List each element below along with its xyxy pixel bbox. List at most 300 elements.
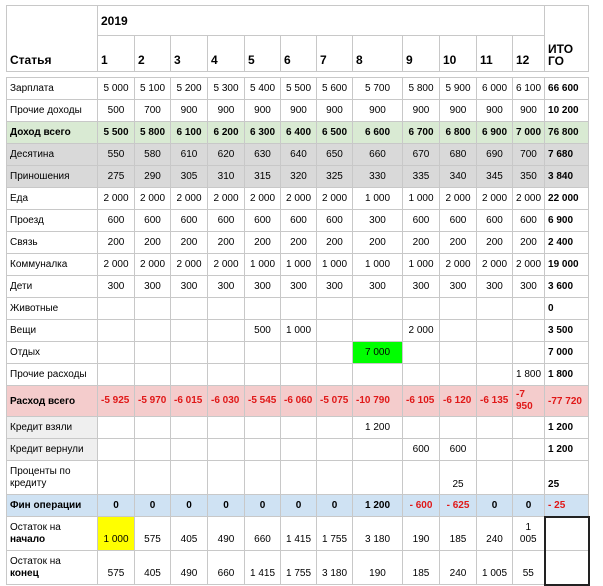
value-cell[interactable]: 490 [208,517,245,551]
value-cell[interactable] [477,298,513,320]
row-label-cell[interactable]: Отдых [7,342,98,364]
value-cell[interactable]: 1 000 [403,254,440,276]
value-cell[interactable]: 310 [208,166,245,188]
value-cell[interactable]: 0 [135,495,171,517]
value-cell[interactable]: 600 [171,210,208,232]
value-cell[interactable]: 1 000 [281,254,317,276]
value-cell[interactable]: 2 000 [281,188,317,210]
value-cell[interactable]: 630 [245,144,281,166]
row-total-cell[interactable]: -77 720 [545,386,589,417]
value-cell[interactable] [477,320,513,342]
row-total-cell[interactable]: 3 600 [545,276,589,298]
value-cell[interactable] [353,298,403,320]
row-total-cell[interactable]: - 25 [545,495,589,517]
row-total-cell[interactable]: 19 000 [545,254,589,276]
value-cell[interactable]: 300 [513,276,545,298]
value-cell[interactable]: 335 [403,166,440,188]
value-cell[interactable]: 7 000 [513,122,545,144]
header-month-cell[interactable]: 3 [171,36,208,72]
header-month-cell[interactable]: 7 [317,36,353,72]
value-cell[interactable]: 900 [245,100,281,122]
value-cell[interactable]: 0 [281,495,317,517]
value-cell[interactable]: 550 [98,144,135,166]
row-total-cell[interactable]: 1 200 [545,417,589,439]
row-total-cell[interactable]: 3 500 [545,320,589,342]
value-cell[interactable]: 600 [403,439,440,461]
value-cell[interactable]: 2 000 [440,188,477,210]
value-cell[interactable]: 300 [245,276,281,298]
value-cell[interactable]: -7 950 [513,386,545,417]
value-cell[interactable]: 300 [353,210,403,232]
value-cell[interactable]: 600 [317,210,353,232]
value-cell[interactable]: 300 [281,276,317,298]
value-cell[interactable]: 3 180 [353,517,403,551]
value-cell[interactable]: 6 800 [440,122,477,144]
value-cell[interactable]: -10 790 [353,386,403,417]
value-cell[interactable]: 660 [353,144,403,166]
value-cell[interactable]: 600 [98,210,135,232]
gap-cell[interactable] [589,6,596,36]
value-cell[interactable]: 190 [403,517,440,551]
value-cell[interactable]: 290 [135,166,171,188]
value-cell[interactable]: 2 000 [513,254,545,276]
value-cell[interactable] [171,461,208,495]
value-cell[interactable]: 200 [353,232,403,254]
value-cell[interactable]: 600 [208,210,245,232]
value-cell[interactable]: 200 [403,232,440,254]
value-cell[interactable] [281,461,317,495]
value-cell[interactable] [477,439,513,461]
header-month-cell[interactable]: 6 [281,36,317,72]
gap-cell[interactable] [589,36,596,72]
value-cell[interactable] [440,417,477,439]
value-cell[interactable]: -5 925 [98,386,135,417]
row-label-cell[interactable]: Животные [7,298,98,320]
value-cell[interactable]: 500 [245,320,281,342]
value-cell[interactable]: -5 545 [245,386,281,417]
value-cell[interactable]: 1 200 [353,417,403,439]
value-cell[interactable] [317,342,353,364]
row-label-cell[interactable]: Фин операции [7,495,98,517]
value-cell[interactable] [477,342,513,364]
value-cell[interactable]: 300 [353,276,403,298]
row-total-cell[interactable]: 2 400 [545,232,589,254]
header-month-cell[interactable]: 10 [440,36,477,72]
value-cell[interactable]: 200 [477,232,513,254]
value-cell[interactable]: 300 [403,276,440,298]
row-total-cell[interactable] [545,517,589,551]
value-cell[interactable]: 1 000 [98,517,135,551]
value-cell[interactable]: 6 600 [353,122,403,144]
value-cell[interactable]: 0 [317,495,353,517]
value-cell[interactable]: 900 [171,100,208,122]
value-cell[interactable] [440,298,477,320]
value-cell[interactable]: 6 000 [477,78,513,100]
value-cell[interactable]: 900 [208,100,245,122]
value-cell[interactable]: -6 060 [281,386,317,417]
value-cell[interactable]: 240 [440,551,477,585]
value-cell[interactable] [317,298,353,320]
value-cell[interactable]: 405 [135,551,171,585]
value-cell[interactable]: 6 400 [281,122,317,144]
header-month-cell[interactable]: 1 [98,36,135,72]
value-cell[interactable] [513,461,545,495]
value-cell[interactable]: 2 000 [98,188,135,210]
row-total-cell[interactable]: 22 000 [545,188,589,210]
value-cell[interactable]: 1 200 [353,495,403,517]
row-label-cell[interactable]: Расход всего [7,386,98,417]
row-total-cell[interactable]: 7 680 [545,144,589,166]
value-cell[interactable] [135,439,171,461]
value-cell[interactable]: 200 [98,232,135,254]
value-cell[interactable]: 2 000 [403,320,440,342]
value-cell[interactable]: 900 [317,100,353,122]
value-cell[interactable] [208,364,245,386]
value-cell[interactable]: 2 000 [208,188,245,210]
value-cell[interactable] [98,364,135,386]
value-cell[interactable] [317,461,353,495]
value-cell[interactable]: 185 [440,517,477,551]
value-cell[interactable]: 2 000 [171,188,208,210]
value-cell[interactable] [477,417,513,439]
value-cell[interactable]: 670 [403,144,440,166]
value-cell[interactable] [208,417,245,439]
value-cell[interactable] [281,439,317,461]
value-cell[interactable]: 1 800 [513,364,545,386]
header-month-cell[interactable]: 2 [135,36,171,72]
header-month-cell[interactable]: 5 [245,36,281,72]
value-cell[interactable]: 5 800 [135,122,171,144]
header-month-cell[interactable]: 11 [477,36,513,72]
row-total-cell[interactable]: 25 [545,461,589,495]
value-cell[interactable]: 1 415 [281,517,317,551]
row-label-cell[interactable]: Дети [7,276,98,298]
value-cell[interactable] [317,417,353,439]
value-cell[interactable]: -6 030 [208,386,245,417]
value-cell[interactable]: 1 005 [477,551,513,585]
value-cell[interactable]: 345 [477,166,513,188]
value-cell[interactable]: 185 [403,551,440,585]
value-cell[interactable]: 2 000 [317,188,353,210]
value-cell[interactable]: 1 000 [403,188,440,210]
row-label-cell[interactable]: Проезд [7,210,98,232]
value-cell[interactable]: 5 200 [171,78,208,100]
value-cell[interactable]: 200 [208,232,245,254]
value-cell[interactable] [171,417,208,439]
header-total-cell[interactable]: ИТО ГО [545,6,589,72]
value-cell[interactable]: 1 000 [245,254,281,276]
value-cell[interactable] [98,417,135,439]
value-cell[interactable]: 5 000 [98,78,135,100]
value-cell[interactable] [403,342,440,364]
value-cell[interactable]: 5 600 [317,78,353,100]
value-cell[interactable]: 0 [513,495,545,517]
value-cell[interactable]: 315 [245,166,281,188]
value-cell[interactable] [98,342,135,364]
value-cell[interactable]: 900 [281,100,317,122]
value-cell[interactable] [403,298,440,320]
value-cell[interactable] [317,320,353,342]
value-cell[interactable]: 660 [245,517,281,551]
value-cell[interactable]: 5 300 [208,78,245,100]
value-cell[interactable]: 300 [135,276,171,298]
value-cell[interactable]: 660 [208,551,245,585]
value-cell[interactable]: 575 [135,517,171,551]
value-cell[interactable]: 700 [513,144,545,166]
value-cell[interactable]: 340 [440,166,477,188]
value-cell[interactable] [403,417,440,439]
value-cell[interactable] [513,342,545,364]
value-cell[interactable] [98,298,135,320]
value-cell[interactable] [281,342,317,364]
value-cell[interactable]: 5 700 [353,78,403,100]
row-label-cell[interactable]: Проценты по кредиту [7,461,98,495]
value-cell[interactable]: 690 [477,144,513,166]
value-cell[interactable]: 0 [208,495,245,517]
value-cell[interactable]: 5 900 [440,78,477,100]
value-cell[interactable]: 200 [513,232,545,254]
value-cell[interactable]: -6 015 [171,386,208,417]
row-label-cell[interactable]: Доход всего [7,122,98,144]
value-cell[interactable]: 7 000 [353,342,403,364]
value-cell[interactable] [513,417,545,439]
value-cell[interactable]: -6 120 [440,386,477,417]
value-cell[interactable]: 600 [403,210,440,232]
value-cell[interactable]: 600 [477,210,513,232]
value-cell[interactable] [245,461,281,495]
value-cell[interactable]: 1 000 [353,188,403,210]
value-cell[interactable] [440,320,477,342]
value-cell[interactable] [135,320,171,342]
header-article-cell[interactable]: Статья [7,6,98,72]
value-cell[interactable]: 700 [135,100,171,122]
value-cell[interactable] [135,461,171,495]
row-total-cell[interactable]: 10 200 [545,100,589,122]
value-cell[interactable] [513,439,545,461]
value-cell[interactable]: 200 [245,232,281,254]
value-cell[interactable]: 2 000 [208,254,245,276]
row-label-cell[interactable] [7,551,98,585]
value-cell[interactable] [98,320,135,342]
row-total-cell[interactable]: 66 600 [545,78,589,100]
value-cell[interactable] [135,342,171,364]
value-cell[interactable]: 6 100 [513,78,545,100]
value-cell[interactable]: 320 [281,166,317,188]
row-label-cell[interactable]: Кредит взяли [7,417,98,439]
value-cell[interactable] [353,364,403,386]
value-cell[interactable]: 300 [440,276,477,298]
value-cell[interactable]: 200 [440,232,477,254]
row-label-cell[interactable]: Приношения [7,166,98,188]
row-total-cell[interactable]: 1 800 [545,364,589,386]
value-cell[interactable]: 2 000 [245,188,281,210]
value-cell[interactable]: 5 800 [403,78,440,100]
value-cell[interactable]: 240 [477,517,513,551]
value-cell[interactable]: 0 [98,495,135,517]
value-cell[interactable] [403,461,440,495]
row-label-cell[interactable]: Коммуналка [7,254,98,276]
value-cell[interactable]: 2 000 [477,254,513,276]
value-cell[interactable]: 300 [477,276,513,298]
value-cell[interactable] [513,320,545,342]
value-cell[interactable]: 5 100 [135,78,171,100]
value-cell[interactable]: - 600 [403,495,440,517]
value-cell[interactable]: 5 500 [281,78,317,100]
row-total-cell[interactable]: 7 000 [545,342,589,364]
header-month-cell[interactable]: 9 [403,36,440,72]
header-year-cell[interactable]: 2019 [98,6,545,36]
value-cell[interactable]: 6 200 [208,122,245,144]
value-cell[interactable]: 6 300 [245,122,281,144]
value-cell[interactable] [171,342,208,364]
value-cell[interactable] [245,364,281,386]
value-cell[interactable] [317,439,353,461]
value-cell[interactable]: 300 [317,276,353,298]
value-cell[interactable] [477,461,513,495]
value-cell[interactable]: 490 [171,551,208,585]
value-cell[interactable]: 275 [98,166,135,188]
value-cell[interactable]: 6 700 [403,122,440,144]
value-cell[interactable]: 6 900 [477,122,513,144]
header-month-cell[interactable]: 8 [353,36,403,72]
value-cell[interactable] [98,461,135,495]
value-cell[interactable]: 2 000 [135,188,171,210]
value-cell[interactable] [171,439,208,461]
value-cell[interactable]: 2 000 [513,188,545,210]
value-cell[interactable]: -6 105 [403,386,440,417]
row-label-cell[interactable]: Вещи [7,320,98,342]
value-cell[interactable] [477,364,513,386]
value-cell[interactable] [440,364,477,386]
value-cell[interactable] [171,364,208,386]
value-cell[interactable] [245,342,281,364]
value-cell[interactable] [208,320,245,342]
value-cell[interactable] [281,298,317,320]
value-cell[interactable]: 900 [353,100,403,122]
row-label-cell[interactable] [7,517,98,551]
value-cell[interactable]: 5 500 [98,122,135,144]
row-label-cell[interactable]: Прочие расходы [7,364,98,386]
value-cell[interactable]: 900 [440,100,477,122]
value-cell[interactable]: 1 755 [281,551,317,585]
value-cell[interactable] [245,298,281,320]
value-cell[interactable]: 0 [245,495,281,517]
value-cell[interactable]: 2 000 [477,188,513,210]
row-total-cell[interactable]: 1 200 [545,439,589,461]
value-cell[interactable]: 900 [403,100,440,122]
value-cell[interactable] [353,320,403,342]
value-cell[interactable]: 600 [135,210,171,232]
value-cell[interactable]: 6 500 [317,122,353,144]
value-cell[interactable] [440,342,477,364]
value-cell[interactable] [98,439,135,461]
value-cell[interactable]: 1 005 [513,517,545,551]
value-cell[interactable]: 1 000 [317,254,353,276]
value-cell[interactable]: 350 [513,166,545,188]
value-cell[interactable]: 25 [440,461,477,495]
value-cell[interactable]: -6 135 [477,386,513,417]
value-cell[interactable]: -5 075 [317,386,353,417]
value-cell[interactable] [135,298,171,320]
value-cell[interactable]: 300 [208,276,245,298]
value-cell[interactable]: 2 000 [171,254,208,276]
value-cell[interactable] [513,298,545,320]
value-cell[interactable]: 2 000 [440,254,477,276]
value-cell[interactable]: 200 [135,232,171,254]
value-cell[interactable] [208,342,245,364]
value-cell[interactable]: 200 [171,232,208,254]
value-cell[interactable]: 325 [317,166,353,188]
header-month-cell[interactable]: 12 [513,36,545,72]
value-cell[interactable]: 600 [245,210,281,232]
value-cell[interactable] [245,417,281,439]
value-cell[interactable] [245,439,281,461]
value-cell[interactable]: 0 [171,495,208,517]
value-cell[interactable] [281,364,317,386]
value-cell[interactable]: 330 [353,166,403,188]
value-cell[interactable]: 1 000 [281,320,317,342]
row-label-cell[interactable]: Зарплата [7,78,98,100]
row-total-cell[interactable]: 6 900 [545,210,589,232]
value-cell[interactable]: 405 [171,517,208,551]
value-cell[interactable]: 2 000 [135,254,171,276]
value-cell[interactable]: 3 180 [317,551,353,585]
value-cell[interactable]: 300 [171,276,208,298]
value-cell[interactable] [135,364,171,386]
value-cell[interactable]: 5 400 [245,78,281,100]
row-label-cell[interactable]: Прочие доходы [7,100,98,122]
value-cell[interactable]: 305 [171,166,208,188]
value-cell[interactable]: 190 [353,551,403,585]
value-cell[interactable]: 620 [208,144,245,166]
value-cell[interactable]: 2 000 [98,254,135,276]
row-label-cell[interactable]: Десятина [7,144,98,166]
value-cell[interactable]: 200 [281,232,317,254]
value-cell[interactable] [208,439,245,461]
value-cell[interactable]: 575 [98,551,135,585]
value-cell[interactable] [171,320,208,342]
value-cell[interactable]: - 625 [440,495,477,517]
value-cell[interactable]: 680 [440,144,477,166]
value-cell[interactable] [317,364,353,386]
row-total-cell[interactable]: 76 800 [545,122,589,144]
value-cell[interactable]: 0 [477,495,513,517]
value-cell[interactable]: 55 [513,551,545,585]
value-cell[interactable]: 600 [440,439,477,461]
value-cell[interactable] [135,417,171,439]
value-cell[interactable]: 1 000 [353,254,403,276]
value-cell[interactable]: 600 [281,210,317,232]
value-cell[interactable]: 580 [135,144,171,166]
row-total-cell[interactable]: 0 [545,298,589,320]
value-cell[interactable]: 500 [98,100,135,122]
value-cell[interactable]: 600 [513,210,545,232]
value-cell[interactable]: 200 [317,232,353,254]
value-cell[interactable] [208,298,245,320]
value-cell[interactable]: 900 [477,100,513,122]
value-cell[interactable]: 610 [171,144,208,166]
value-cell[interactable]: 1 755 [317,517,353,551]
value-cell[interactable]: 6 100 [171,122,208,144]
row-label-cell[interactable]: Связь [7,232,98,254]
value-cell[interactable] [403,364,440,386]
value-cell[interactable]: 650 [317,144,353,166]
row-total-cell[interactable] [545,551,589,585]
value-cell[interactable]: 1 415 [245,551,281,585]
row-label-cell[interactable]: Кредит вернули [7,439,98,461]
header-month-cell[interactable]: 4 [208,36,245,72]
value-cell[interactable] [208,461,245,495]
